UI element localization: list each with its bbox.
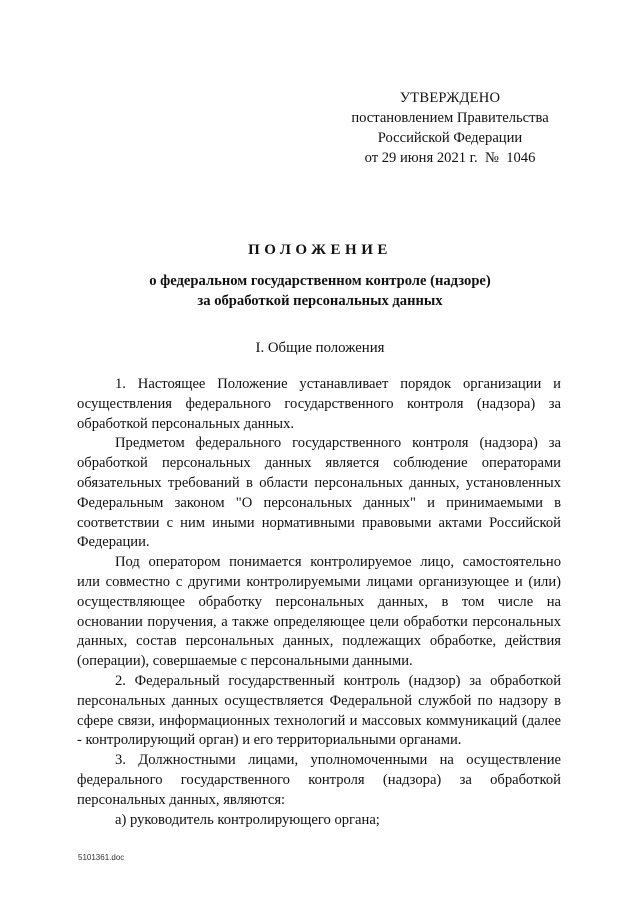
file-name-footer: 5101361.doc (78, 853, 125, 862)
paragraph: Под оператором понимается контролируемое лицо, самостоятельно или совместно с другими контролируемыми лицами организующее и (или) осуществляющее обработку персональных данных, в том числе на основании поручения, а также определяющее цели обработки персональных данных, состав персональных данных, подлежащих обработке, действия (операции), совершаемые с персональными данными. (77, 554, 561, 670)
document-subtitle (0, 272, 640, 311)
subtitle-line: о федеральном государственном контроле (надзоре) (149, 273, 491, 289)
paragraph: 1. Настоящее Положение устанавливает порядок организации и осуществления федерального государственного контроля (надзора) за обработкой персональных данных. (77, 376, 561, 432)
document-body (77, 375, 561, 830)
paragraph: 3. Должностными лицами, уполномоченными на осуществление федерального государственного контроля (надзора) за обработкой персональных данных, являются: (77, 752, 561, 808)
approval-date-number: от 29 июня 2021 г. № 1046 (364, 150, 536, 166)
approval-block (330, 88, 570, 168)
paragraph: а) руководитель контролирующего органа; (115, 811, 380, 828)
paragraph: Предметом федерального государственного контроля (надзора) за обработкой персональных данных является соблюдение операторами обязательных требований в области персональных данных, установленных Федеральным законом "О персональных данных" и принимаемыми в соответствии с ним иными нормативными правовыми актами Российской Федерации. (77, 435, 561, 551)
approval-line: постановлением Правительства (351, 110, 549, 126)
approval-line: Российской Федерации (377, 130, 523, 146)
approval-heading: УТВЕРЖДЕНО (399, 90, 501, 106)
paragraph: 2. Федеральный государственный контроль (надзор) за обработкой персональных данных осуществляется Федеральной службой по надзору в сфере связи, информационных технологий и массовых коммуникаций (далее - контролирующий орган) и его территориальными органами. (77, 672, 561, 749)
document-title: ПОЛОЖЕНИЕ (248, 242, 392, 258)
section-heading: I. Общие положения (255, 340, 385, 356)
subtitle-line: за обработкой персональных данных (197, 292, 443, 309)
